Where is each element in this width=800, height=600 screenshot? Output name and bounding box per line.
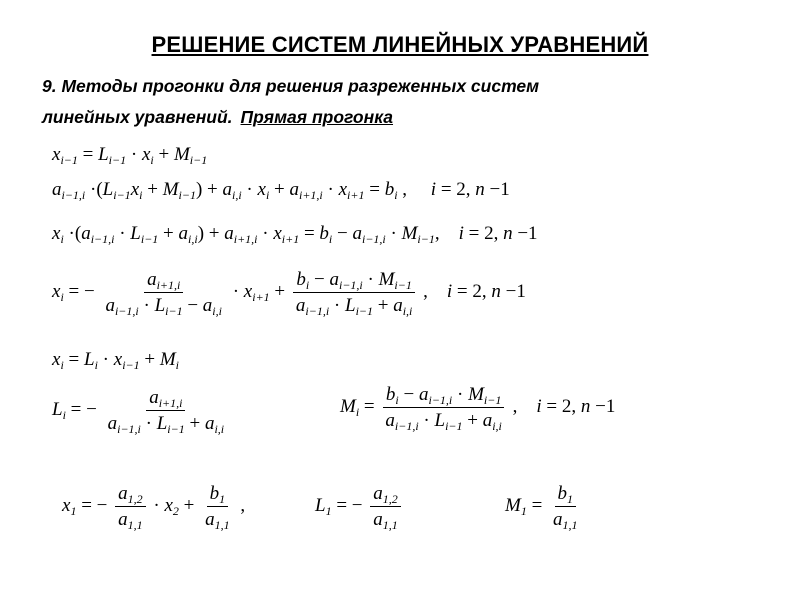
formula-eq8: $x_1$ = − $\frac{a_{1,2}}{a_{1,1}}$ · $x_2$ + $\frac{b_1}{a_{1,1}}$ ,: [62, 483, 246, 532]
subtitle-line-1: 9. Методы прогонки для решения разреженных систем: [42, 76, 540, 96]
formula-eq9: $L_1$ = − $\frac{a_{1,2}}{a_{1,1}}$: [315, 484, 404, 529]
subtitle-line-2-text: линейных уравнений.: [42, 107, 233, 127]
formula-eq3: $x_i \cdot(a_{i-1,i} \cdot L_{i-1} + a_{i,i}) + a_{i+1,i} \cdot x_{i+1} = b_i - a_{i-1,i} \cdot M_{i-1}$, i = 2, n −1: [52, 223, 538, 246]
formula-eq1: $x_{i-1} = L_{i-1} \cdot x_i + M_{i-1}$: [52, 144, 208, 167]
formula-eq4: $x_i$ = − $\frac{a_{i+1,i}}{a_{i-1,i} \cdot L_{i-1} - a_{i,i}}$ · $x_{i+1}$ + $\frac{b_i - a_{i-1,i} \cdot M_{i-1}}{a_{i-1,i} \cdot L_{i-1} + a_{i,i}}$ , i = 2, n −1: [52, 269, 526, 318]
formula-eq5: $x_i = L_i \cdot x_{i-1} + M_i$: [52, 349, 180, 372]
formula-eq2: $a_{i-1,i} \cdot(L_{i-1}x_i + M_{i-1}) + a_{i,i} \cdot x_i + a_{i+1,i} \cdot x_{i+1} = b_i$ , i = 2, n −1: [52, 179, 510, 202]
subtitle-line-2: [42, 107, 393, 128]
slide-title: РЕШЕНИЕ СИСТЕМ ЛИНЕЙНЫХ УРАВНЕНИЙ: [151, 32, 649, 57]
formula-eq6: $L_i$ = − $\frac{a_{i+1,i}}{a_{i-1,i} \cdot L_{i-1} + a_{i,i}}$: [52, 387, 225, 436]
formula-eq10: $M_1$ = $\frac{b_1}{a_{1,1}}$: [505, 483, 578, 532]
subtitle-underlined: Прямая прогонка: [240, 107, 394, 127]
formula-eq7: $M_i$ = $\frac{b_i - a_{i-1,i} \cdot M_{i-1}}{a_{i-1,i} \cdot L_{i-1} + a_{i,i}}$ , i = 2, n −1: [340, 384, 616, 433]
